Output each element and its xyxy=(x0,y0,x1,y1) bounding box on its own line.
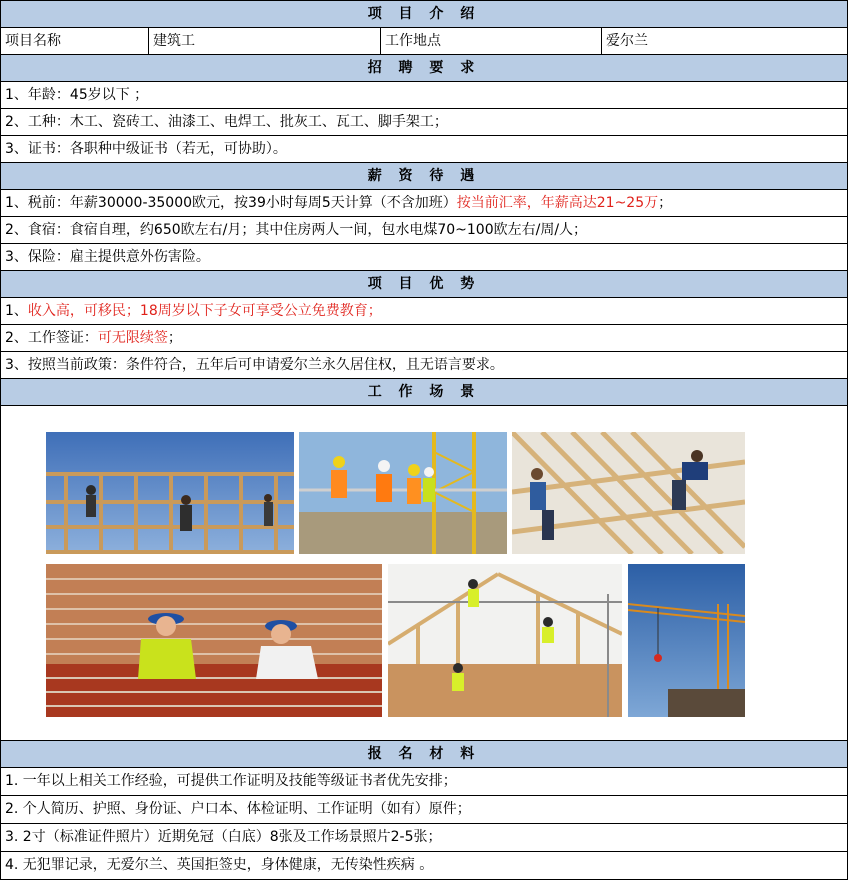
work-scene-photo xyxy=(46,564,382,717)
project-name-value: 建筑工 xyxy=(149,28,381,54)
advantage-highlight: 收入高，可移民；18周岁以下子女可享受公立免费教育； xyxy=(27,303,382,319)
advantage-item xyxy=(1,298,847,325)
advantage-item xyxy=(1,325,847,352)
work-scene-photo xyxy=(512,432,745,554)
project-info-row xyxy=(1,28,847,55)
salary-item: 2、食宿：食宿自理，约650欧左右/月；其中住房两人一间，包水电煤70~100欧左右/周/人； xyxy=(1,217,847,244)
work-scene-photo xyxy=(46,432,294,554)
material-item: 4. 无犯罪记录，无爱尔兰、英国拒签史，身体健康，无传染性疾病 。 xyxy=(1,852,847,880)
section-header-scenes: 工 作 场 景 xyxy=(1,379,847,406)
requirement-item: 2、工种：木工、瓷砖工、油漆工、电焊工、批灰工、瓦工、脚手架工； xyxy=(1,109,847,136)
advantage-highlight: 可无限续签 xyxy=(97,330,168,346)
section-header-intro: 项 目 介 绍 xyxy=(1,1,847,28)
advantage-prefix: 2、工作签证： xyxy=(5,330,98,346)
salary-text: 1、税前：年薪30000-35000欧元，按39小时每周5天计算（不含加班） xyxy=(5,195,457,211)
salary-highlight: 按当前汇率，年薪高达21~25万 xyxy=(456,195,659,211)
work-scene-gallery xyxy=(1,406,847,741)
section-header-materials: 报 名 材 料 xyxy=(1,741,847,768)
section-header-requirements: 招 聘 要 求 xyxy=(1,55,847,82)
work-scene-photo xyxy=(628,564,745,717)
advantage-item: 3、按照当前政策：条件符合，五年后可申请爱尔兰永久居住权，且无语言要求。 xyxy=(1,352,847,379)
requirement-item: 1、年龄：45岁以下 ； xyxy=(1,82,847,109)
salary-punct: ； xyxy=(658,195,673,211)
work-scene-photo xyxy=(299,432,507,554)
advantage-prefix: 1、 xyxy=(5,303,28,319)
work-location-label: 工作地点 xyxy=(381,28,602,54)
salary-item xyxy=(1,190,847,217)
advantage-punct: ； xyxy=(167,330,182,346)
project-name-label: 项目名称 xyxy=(1,28,149,54)
work-location-value: 爱尔兰 xyxy=(606,33,648,49)
requirement-item: 3、证书：各职种中级证书（若无，可协助）。 xyxy=(1,136,847,163)
material-item: 1. 一年以上相关工作经验，可提供工作证明及技能等级证书者优先安排； xyxy=(1,768,847,796)
section-header-advantages: 项 目 优 势 xyxy=(1,271,847,298)
work-scene-photo xyxy=(388,564,622,717)
material-item: 3. 2寸（标准证件照片）近期免冠（白底）8张及工作场景照片2-5张； xyxy=(1,824,847,852)
material-item: 2. 个人简历、护照、身份证、户口本、体检证明、工作证明（如有）原件； xyxy=(1,796,847,824)
salary-item: 3、保险：雇主提供意外伤害险。 xyxy=(1,244,847,271)
section-header-salary: 薪 资 待 遇 xyxy=(1,163,847,190)
